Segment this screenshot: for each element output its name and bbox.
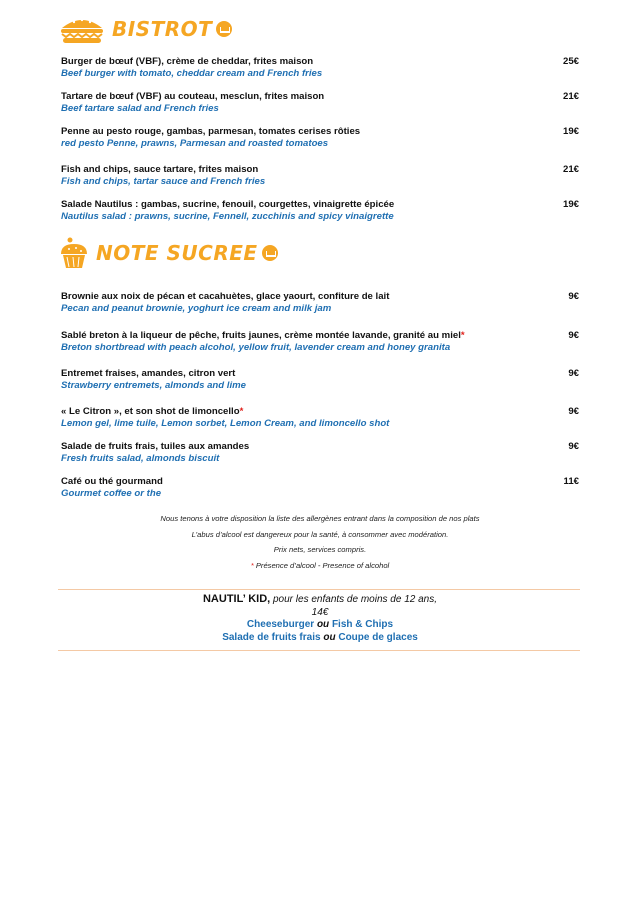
dish-price: 21€ [562, 91, 579, 102]
menu-item [61, 199, 579, 223]
dish-name-fr: Salade Nautilus : gambas, sucrine, fenouil, courgettes, vinaigrette épicée [61, 199, 395, 210]
dish-name-fr: Burger de bœuf (VBF), crème de cheddar, frites maison [61, 56, 314, 67]
dish-price: 21€ [562, 164, 579, 175]
dish-name-en: red pesto Penne, prawns, Parmesan and roasted tomatoes [61, 138, 329, 149]
kid-option-line-2: Salade de fruits frais ou Coupe de glaces [222, 631, 418, 643]
dish-price: 25€ [562, 56, 579, 67]
section-title: NOTE SUCREE [96, 241, 258, 265]
section-title: BISTROT [112, 17, 213, 41]
dish-price: 9€ [568, 441, 579, 452]
dish-price: 9€ [568, 406, 579, 417]
ship-icon [216, 21, 232, 37]
alcohol-warning: L’abus d’alcool est dangereux pour la santé, à consommer avec modération. [191, 529, 449, 539]
kid-option-line-1: Cheeseburger ou Fish & Chips [246, 619, 394, 630]
dish-name-en: Strawberry entremets, almonds and lime [61, 380, 247, 391]
dish-name-en: Beef tartare salad and French fries [61, 103, 219, 114]
ship-icon [262, 245, 278, 261]
dish-price: 9€ [568, 368, 579, 379]
kid-menu-title: NAUTIL’ KID, pour les enfants de moins de 12 ans, [202, 593, 437, 605]
kid-menu-price: 14€ [311, 606, 329, 618]
divider [58, 650, 580, 651]
dish-name-en: Beef burger with tomato, cheddar cream and French fries [61, 68, 323, 79]
alcohol-legend: * Présence d’alcool - Presence of alcohol [250, 560, 390, 570]
dish-price: 9€ [568, 330, 579, 341]
bistrot-header [58, 14, 232, 44]
dish-name-fr: Penne au pesto rouge, gambas, parmesan, tomates cerises rôties [61, 126, 361, 137]
footer-notes [60, 511, 580, 573]
dish-name-en: Pecan and peanut brownie, yoghurt ice cream and milk jam [61, 303, 332, 314]
sucree-header [58, 236, 278, 270]
dish-price: 19€ [562, 126, 579, 137]
menu-item [61, 91, 579, 115]
menu-item [61, 126, 579, 150]
menu-item [61, 56, 579, 80]
burger-icon [58, 14, 106, 44]
menu-item [61, 164, 579, 188]
allergen-note: Nous tenons à votre disposition la liste des allergènes entrant dans la composition de nos plats [160, 514, 480, 523]
dish-name-en: Breton shortbread with peach alcohol, yellow fruit, lavender cream and honey granita [61, 342, 451, 353]
dish-name-en: Nautilus salad : prawns, sucrine, Fennell, zucchinis and spicy vinaigrette [61, 211, 394, 222]
divider [58, 589, 580, 590]
dish-price: 11€ [563, 476, 579, 487]
menu-item [61, 291, 579, 315]
cupcake-icon [58, 236, 90, 270]
dish-name-en: Fish and chips, tartar sauce and French fries [61, 176, 266, 187]
dish-name-fr: « Le Citron », et son shot de limoncello* [61, 406, 244, 417]
kid-menu [60, 593, 580, 644]
dish-price: 9€ [568, 291, 579, 302]
menu-item [61, 406, 579, 430]
menu-item [61, 476, 579, 500]
price-note: Prix nets, services compris. [273, 545, 367, 554]
dish-name-fr: Tartare de bœuf (VBF) au couteau, mesclun, frites maison [61, 91, 325, 102]
dish-name-fr: Café ou thé gourmand [61, 476, 163, 487]
dish-name-fr: Entremet fraises, amandes, citron vert [61, 368, 236, 379]
dish-name-en: Fresh fruits salad, almonds biscuit [61, 453, 220, 464]
dish-name-en: Lemon gel, lime tuile, Lemon sorbet, Lemon Cream, and limoncello shot [61, 418, 390, 429]
dish-name-fr: Fish and chips, sauce tartare, frites maison [61, 164, 259, 175]
dish-name-en: Gourmet coffee or the [61, 488, 162, 499]
dish-name-fr: Sablé breton à la liqueur de pêche, fruits jaunes, crème montée lavande, granité au miel* [61, 330, 465, 341]
menu-item [61, 368, 579, 392]
menu-item [61, 330, 579, 354]
menu-item [61, 441, 579, 465]
dish-price: 19€ [562, 199, 579, 210]
dish-name-fr: Salade de fruits frais, tuiles aux amandes [61, 441, 250, 452]
dish-name-fr: Brownie aux noix de pécan et cacahuètes, glace yaourt, confiture de lait [61, 291, 390, 302]
